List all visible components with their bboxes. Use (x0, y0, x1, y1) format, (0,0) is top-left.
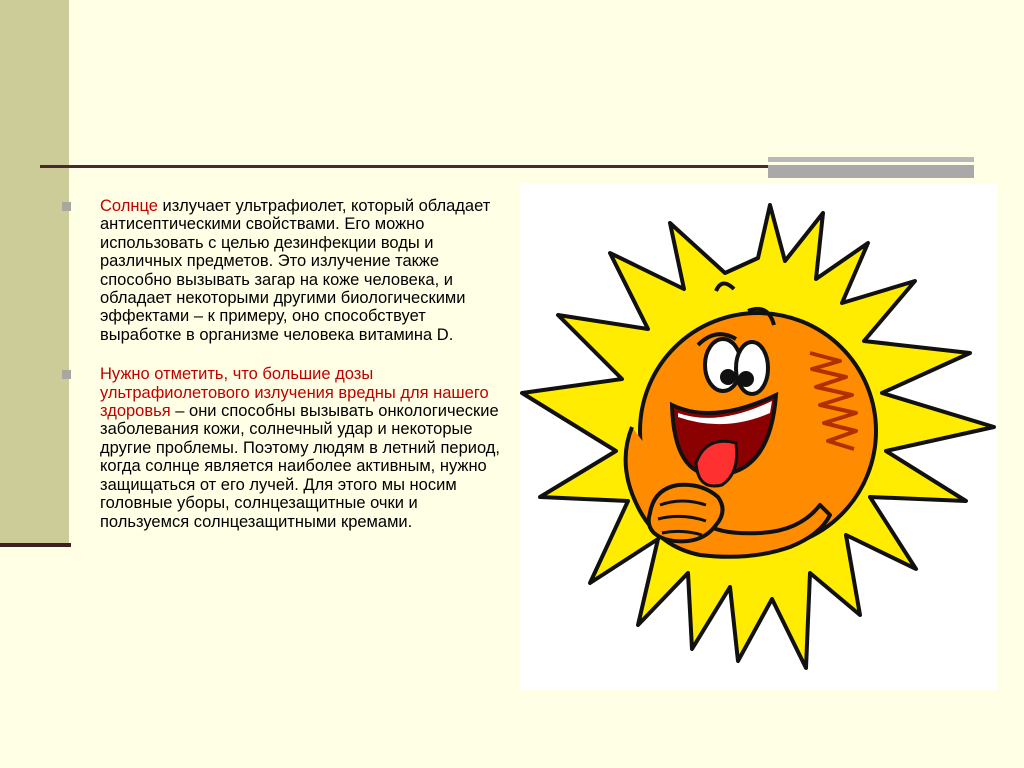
slide-body (62, 197, 510, 552)
bullet-item (62, 197, 510, 344)
cartoon-sun-icon (520, 183, 997, 690)
sidebar-underline (0, 543, 71, 547)
pupil-right (738, 371, 754, 387)
bullet-square-icon (62, 370, 71, 379)
bullet-text: – они способны вызывать онкологические заболевания кожи, солнечный удар и некоторые другие проблемы. Поэтому людям в летний период, когда солнце является наиболее активным, нужно защищаться от его лучей. Для этого мы носим головные уборы, солнцезащитные очки и пользуемся солнцезащитными кремами. (100, 402, 500, 531)
bullet-highlight: Нужно отметить, что большие дозы ультрафиолетового излучения вредны для нашего здоровья (100, 365, 489, 421)
bullet-square-icon (62, 202, 71, 211)
bullet-highlight: Солнце (100, 197, 158, 215)
accent-bar (768, 157, 974, 178)
bullet-text: излучает ультрафиолет, который обладает антисептическими свойствами. Его можно использовать с целью дезинфекции воды и различных предметов. Это излучение также способно вызывать загар на коже человека, и обладает некоторыми другими биологическими эффектами – к примеру, оно способствует выработке в организме человека витамина D. (100, 197, 491, 344)
eye-right (736, 342, 768, 394)
bullet-item (62, 365, 510, 531)
pupil-left (720, 369, 736, 385)
sun-illustration (520, 183, 997, 690)
decorative-sidebar (0, 0, 69, 545)
